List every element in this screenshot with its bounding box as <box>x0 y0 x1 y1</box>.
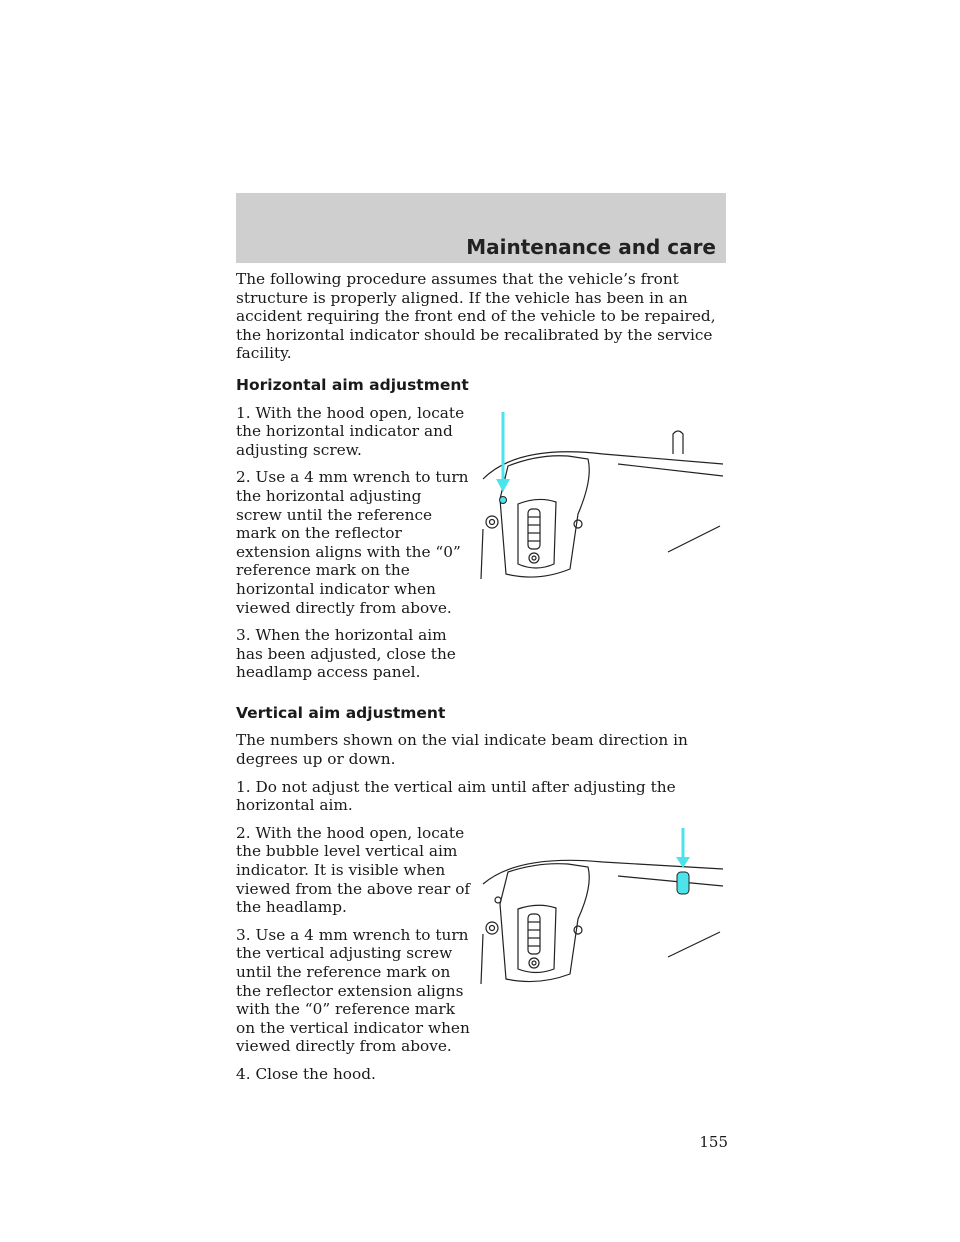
horizontal-heading: Horizontal aim adjustment <box>236 375 469 394</box>
vertical-step-2: 2. With the hood open, locate the bubble level vertical aim indicator. It is visible when viewed from the above rear of the headlamp. <box>236 823 471 917</box>
vertical-section <box>236 824 728 1093</box>
horizontal-step-2: 2. Use a 4 mm wrench to turn the horizontal adjusting screw until the reference mark on the reflector extension aligns with the “0” reference mark on the horizontal indicator when viewed directly from above. <box>236 468 469 617</box>
vertical-illustration <box>478 824 728 1093</box>
header-band <box>236 193 726 263</box>
intro-paragraph: The following procedure assumes that the vehicle’s front structure is properly aligned. If the vehicle has been in an accident requiring the front end of the vehicle to be repaired, the horizontal indicator should be recalibrated by the service facility. <box>236 270 716 363</box>
vertical-step-3: 3. Use a 4 mm wrench to turn the vertical adjusting screw until the reference mark on the reflector extension aligns with the “0” reference mark on the vertical indicator when viewed directly from above. <box>236 925 470 1056</box>
vertical-steps <box>236 824 472 1093</box>
vertical-step-1: 1. Do not adjust the vertical aim until after adjusting the horizontal aim. <box>236 777 676 815</box>
vertical-intro: The numbers shown on the vial indicate beam direction in degrees up or down. <box>236 731 688 769</box>
horizontal-step-3: 3. When the horizontal aim has been adjusted, close the headlamp access panel. <box>236 626 456 682</box>
vertical-heading: Vertical aim adjustment <box>236 703 446 722</box>
horizontal-section <box>236 404 728 691</box>
vertical-step-4: 4. Close the hood. <box>236 1064 376 1083</box>
horizontal-step-1: 1. With the hood open, locate the horizontal indicator and adjusting screw. <box>236 403 465 459</box>
section-title: Maintenance and care <box>466 235 716 259</box>
horizontal-illustration <box>478 404 728 691</box>
page-number: 155 <box>699 1133 728 1151</box>
page-content <box>236 270 728 1093</box>
horizontal-steps <box>236 404 472 691</box>
